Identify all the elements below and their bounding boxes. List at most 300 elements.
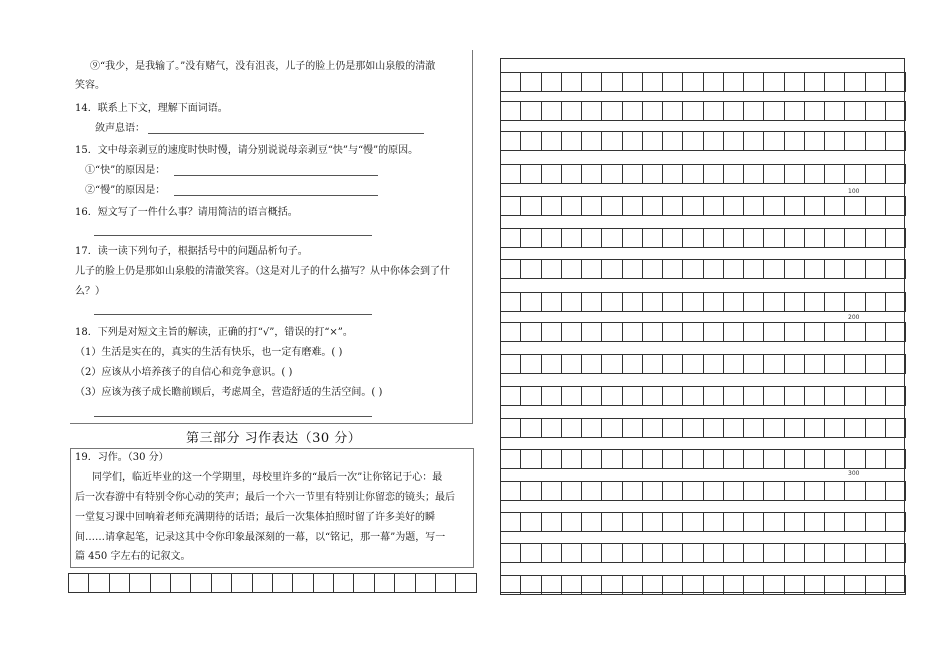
grid-cell[interactable] — [663, 450, 683, 469]
grid-cell[interactable] — [866, 323, 886, 342]
grid-cell[interactable] — [764, 450, 784, 469]
grid-cell[interactable] — [542, 165, 562, 184]
grid-cell[interactable] — [764, 576, 784, 595]
grid-cell[interactable] — [521, 482, 541, 501]
grid-cell[interactable] — [886, 165, 906, 184]
grid-cell[interactable] — [501, 197, 521, 216]
grid-cell[interactable] — [501, 293, 521, 312]
grid-cell[interactable] — [623, 482, 643, 501]
grid-cell[interactable] — [582, 576, 602, 595]
grid-cell[interactable] — [623, 132, 643, 151]
grid-cell[interactable] — [602, 323, 622, 342]
grid-cell[interactable] — [886, 419, 906, 438]
grid-cell[interactable] — [785, 513, 805, 532]
grid-cell[interactable] — [501, 419, 521, 438]
grid-cell[interactable] — [845, 482, 865, 501]
grid-cell[interactable] — [764, 73, 784, 92]
grid-cell[interactable] — [724, 132, 744, 151]
grid-cell[interactable] — [805, 513, 825, 532]
grid-cell[interactable] — [845, 450, 865, 469]
grid-cell[interactable] — [845, 323, 865, 342]
grid-cell[interactable] — [663, 102, 683, 121]
grid-cell[interactable] — [562, 323, 582, 342]
grid-cell[interactable] — [805, 197, 825, 216]
writing-grid-row[interactable] — [500, 164, 906, 184]
writing-grid-row[interactable] — [500, 322, 906, 342]
grid-cell[interactable] — [866, 387, 886, 406]
grid-cell[interactable] — [845, 355, 865, 374]
grid-cell[interactable] — [724, 544, 744, 563]
writing-grid-row[interactable] — [500, 386, 906, 406]
grid-cell[interactable] — [663, 576, 683, 595]
grid-cell[interactable] — [886, 293, 906, 312]
grid-cell[interactable] — [805, 576, 825, 595]
grid-cell[interactable] — [744, 419, 764, 438]
grid-cell[interactable] — [764, 513, 784, 532]
grid-cell[interactable] — [542, 482, 562, 501]
grid-cell[interactable] — [501, 132, 521, 151]
grid-cell[interactable] — [542, 323, 562, 342]
grid-cell[interactable] — [825, 387, 845, 406]
grid-cell[interactable] — [501, 323, 521, 342]
grid-cell[interactable] — [845, 293, 865, 312]
grid-cell[interactable] — [805, 323, 825, 342]
grid-cell[interactable] — [724, 102, 744, 121]
grid-cell[interactable] — [764, 355, 784, 374]
grid-cell[interactable] — [542, 576, 562, 595]
grid-cell[interactable] — [416, 574, 436, 593]
grid-cell[interactable] — [764, 102, 784, 121]
grid-cell[interactable] — [886, 323, 906, 342]
grid-cell[interactable] — [501, 450, 521, 469]
grid-cell[interactable] — [253, 574, 273, 593]
grid-cell[interactable] — [501, 229, 521, 248]
grid-cell[interactable] — [866, 165, 886, 184]
writing-grid-row[interactable] — [500, 543, 906, 563]
grid-cell[interactable] — [663, 419, 683, 438]
grid-cell[interactable] — [724, 576, 744, 595]
grid-cell[interactable] — [704, 132, 724, 151]
grid-cell[interactable] — [825, 544, 845, 563]
writing-grid-row[interactable] — [500, 259, 906, 279]
grid-cell[interactable] — [785, 323, 805, 342]
grid-cell[interactable] — [825, 419, 845, 438]
grid-cell[interactable] — [354, 574, 374, 593]
writing-grid-row[interactable] — [500, 196, 906, 216]
grid-cell[interactable] — [521, 387, 541, 406]
grid-cell[interactable] — [212, 574, 232, 593]
grid-cell[interactable] — [602, 355, 622, 374]
grid-cell[interactable] — [501, 260, 521, 279]
grid-cell[interactable] — [785, 576, 805, 595]
grid-cell[interactable] — [704, 482, 724, 501]
grid-cell[interactable] — [744, 323, 764, 342]
grid-cell[interactable] — [764, 165, 784, 184]
grid-cell[interactable] — [663, 260, 683, 279]
grid-cell[interactable] — [764, 419, 784, 438]
grid-cell[interactable] — [704, 387, 724, 406]
grid-cell[interactable] — [582, 73, 602, 92]
grid-cell[interactable] — [825, 229, 845, 248]
grid-cell[interactable] — [521, 73, 541, 92]
writing-grid-left[interactable] — [68, 573, 477, 593]
grid-cell[interactable] — [764, 260, 784, 279]
grid-cell[interactable] — [886, 576, 906, 595]
answer-blank[interactable] — [148, 133, 424, 134]
grid-cell[interactable] — [232, 574, 252, 593]
grid-cell[interactable] — [395, 574, 415, 593]
grid-cell[interactable] — [663, 197, 683, 216]
grid-cell[interactable] — [663, 544, 683, 563]
grid-cell[interactable] — [805, 73, 825, 92]
grid-cell[interactable] — [744, 450, 764, 469]
grid-cell[interactable] — [623, 323, 643, 342]
grid-cell[interactable] — [375, 574, 395, 593]
grid-cell[interactable] — [643, 132, 663, 151]
grid-cell[interactable] — [845, 197, 865, 216]
grid-cell[interactable] — [643, 576, 663, 595]
grid-cell[interactable] — [562, 482, 582, 501]
writing-grid-row[interactable] — [500, 228, 906, 248]
grid-cell[interactable] — [623, 165, 643, 184]
answer-blank[interactable] — [94, 314, 372, 315]
grid-cell[interactable] — [805, 387, 825, 406]
grid-cell[interactable] — [845, 513, 865, 532]
grid-cell[interactable] — [683, 419, 703, 438]
answer-blank[interactable] — [174, 175, 378, 176]
grid-cell[interactable] — [501, 73, 521, 92]
grid-cell[interactable] — [602, 544, 622, 563]
grid-cell[interactable] — [542, 132, 562, 151]
grid-cell[interactable] — [683, 482, 703, 501]
grid-cell[interactable] — [663, 132, 683, 151]
grid-cell[interactable] — [542, 197, 562, 216]
grid-cell[interactable] — [542, 73, 562, 92]
grid-cell[interactable] — [805, 293, 825, 312]
grid-cell[interactable] — [602, 293, 622, 312]
grid-cell[interactable] — [542, 419, 562, 438]
grid-cell[interactable] — [683, 450, 703, 469]
grid-cell[interactable] — [866, 544, 886, 563]
grid-cell[interactable] — [542, 450, 562, 469]
grid-cell[interactable] — [562, 102, 582, 121]
grid-cell[interactable] — [562, 165, 582, 184]
grid-cell[interactable] — [886, 355, 906, 374]
grid-cell[interactable] — [866, 450, 886, 469]
grid-cell[interactable] — [845, 132, 865, 151]
grid-cell[interactable] — [130, 574, 150, 593]
grid-cell[interactable] — [314, 574, 334, 593]
grid-cell[interactable] — [501, 387, 521, 406]
grid-cell[interactable] — [436, 574, 456, 593]
grid-cell[interactable] — [785, 419, 805, 438]
grid-cell[interactable] — [724, 387, 744, 406]
grid-cell[interactable] — [602, 260, 622, 279]
grid-cell[interactable] — [704, 260, 724, 279]
grid-cell[interactable] — [89, 574, 109, 593]
grid-cell[interactable] — [724, 419, 744, 438]
grid-cell[interactable] — [293, 574, 313, 593]
grid-cell[interactable] — [744, 197, 764, 216]
writing-grid-row[interactable] — [500, 481, 906, 501]
grid-cell[interactable] — [623, 293, 643, 312]
grid-cell[interactable] — [623, 513, 643, 532]
grid-cell[interactable] — [151, 574, 171, 593]
grid-cell[interactable] — [643, 482, 663, 501]
grid-cell[interactable] — [683, 260, 703, 279]
grid-cell[interactable] — [683, 323, 703, 342]
grid-cell[interactable] — [805, 450, 825, 469]
grid-cell[interactable] — [643, 355, 663, 374]
grid-cell[interactable] — [704, 355, 724, 374]
writing-grid-row[interactable] — [500, 101, 906, 121]
grid-cell[interactable] — [785, 544, 805, 563]
grid-cell[interactable] — [501, 544, 521, 563]
grid-cell[interactable] — [683, 513, 703, 532]
grid-cell[interactable] — [805, 132, 825, 151]
grid-cell[interactable] — [643, 229, 663, 248]
grid-cell[interactable] — [542, 293, 562, 312]
writing-grid-row[interactable] — [500, 292, 906, 312]
grid-cell[interactable] — [805, 165, 825, 184]
grid-cell[interactable] — [825, 260, 845, 279]
grid-cell[interactable] — [724, 450, 744, 469]
grid-cell[interactable] — [764, 482, 784, 501]
grid-cell[interactable] — [683, 132, 703, 151]
grid-cell[interactable] — [886, 513, 906, 532]
grid-cell[interactable] — [521, 355, 541, 374]
grid-cell[interactable] — [866, 419, 886, 438]
grid-cell[interactable] — [825, 450, 845, 469]
grid-cell[interactable] — [623, 544, 643, 563]
grid-cell[interactable] — [582, 260, 602, 279]
grid-cell[interactable] — [785, 197, 805, 216]
grid-cell[interactable] — [663, 323, 683, 342]
grid-cell[interactable] — [683, 387, 703, 406]
writing-grid-row[interactable] — [500, 512, 906, 532]
grid-cell[interactable] — [744, 387, 764, 406]
grid-cell[interactable] — [582, 450, 602, 469]
grid-cell[interactable] — [886, 544, 906, 563]
grid-cell[interactable] — [602, 229, 622, 248]
grid-cell[interactable] — [542, 544, 562, 563]
grid-cell[interactable] — [562, 419, 582, 438]
grid-cell[interactable] — [866, 576, 886, 595]
grid-cell[interactable] — [521, 197, 541, 216]
grid-cell[interactable] — [866, 73, 886, 92]
grid-cell[interactable] — [623, 73, 643, 92]
grid-cell[interactable] — [501, 513, 521, 532]
answer-blank[interactable] — [94, 235, 372, 236]
grid-cell[interactable] — [886, 260, 906, 279]
grid-cell[interactable] — [704, 544, 724, 563]
grid-cell[interactable] — [643, 513, 663, 532]
grid-cell[interactable] — [704, 450, 724, 469]
grid-cell[interactable] — [805, 355, 825, 374]
grid-cell[interactable] — [785, 73, 805, 92]
grid-cell[interactable] — [562, 260, 582, 279]
grid-cell[interactable] — [785, 450, 805, 469]
grid-cell[interactable] — [683, 293, 703, 312]
grid-cell[interactable] — [744, 132, 764, 151]
grid-cell[interactable] — [825, 576, 845, 595]
grid-cell[interactable] — [623, 260, 643, 279]
grid-cell[interactable] — [521, 293, 541, 312]
grid-cell[interactable] — [663, 293, 683, 312]
grid-cell[interactable] — [744, 293, 764, 312]
grid-cell[interactable] — [764, 229, 784, 248]
grid-cell[interactable] — [582, 323, 602, 342]
grid-cell[interactable] — [724, 165, 744, 184]
grid-cell[interactable] — [764, 323, 784, 342]
grid-cell[interactable] — [764, 387, 784, 406]
grid-cell[interactable] — [562, 450, 582, 469]
grid-cell[interactable] — [521, 450, 541, 469]
grid-cell[interactable] — [602, 102, 622, 121]
grid-cell[interactable] — [825, 73, 845, 92]
grid-cell[interactable] — [785, 165, 805, 184]
grid-cell[interactable] — [785, 229, 805, 248]
grid-cell[interactable] — [724, 73, 744, 92]
grid-cell[interactable] — [886, 482, 906, 501]
grid-cell[interactable] — [764, 544, 784, 563]
grid-cell[interactable] — [602, 132, 622, 151]
grid-cell[interactable] — [69, 574, 89, 593]
grid-cell[interactable] — [744, 482, 764, 501]
grid-cell[interactable] — [845, 419, 865, 438]
grid-cell[interactable] — [805, 544, 825, 563]
grid-cell[interactable] — [683, 165, 703, 184]
grid-cell[interactable] — [663, 482, 683, 501]
grid-cell[interactable] — [501, 576, 521, 595]
grid-cell[interactable] — [602, 450, 622, 469]
grid-cell[interactable] — [562, 293, 582, 312]
grid-cell[interactable] — [785, 482, 805, 501]
grid-cell[interactable] — [886, 102, 906, 121]
grid-cell[interactable] — [602, 576, 622, 595]
grid-cell[interactable] — [501, 102, 521, 121]
grid-cell[interactable] — [724, 197, 744, 216]
grid-cell[interactable] — [825, 165, 845, 184]
grid-cell[interactable] — [683, 576, 703, 595]
grid-cell[interactable] — [866, 482, 886, 501]
grid-cell[interactable] — [785, 102, 805, 121]
grid-cell[interactable] — [866, 513, 886, 532]
grid-cell[interactable] — [744, 513, 764, 532]
grid-cell[interactable] — [724, 323, 744, 342]
grid-cell[interactable] — [683, 355, 703, 374]
grid-cell[interactable] — [582, 355, 602, 374]
grid-cell[interactable] — [845, 102, 865, 121]
grid-cell[interactable] — [825, 197, 845, 216]
grid-cell[interactable] — [845, 387, 865, 406]
grid-cell[interactable] — [704, 73, 724, 92]
grid-cell[interactable] — [562, 544, 582, 563]
grid-cell[interactable] — [110, 574, 130, 593]
grid-cell[interactable] — [825, 132, 845, 151]
grid-cell[interactable] — [845, 73, 865, 92]
grid-cell[interactable] — [805, 419, 825, 438]
grid-cell[interactable] — [764, 293, 784, 312]
grid-cell[interactable] — [542, 102, 562, 121]
grid-cell[interactable] — [623, 387, 643, 406]
grid-cell[interactable] — [191, 574, 211, 593]
grid-cell[interactable] — [704, 513, 724, 532]
grid-cell[interactable] — [866, 132, 886, 151]
grid-cell[interactable] — [744, 73, 764, 92]
grid-cell[interactable] — [501, 355, 521, 374]
grid-cell[interactable] — [704, 197, 724, 216]
grid-cell[interactable] — [521, 102, 541, 121]
grid-cell[interactable] — [744, 576, 764, 595]
grid-cell[interactable] — [562, 73, 582, 92]
grid-cell[interactable] — [542, 387, 562, 406]
grid-cell[interactable] — [683, 102, 703, 121]
grid-cell[interactable] — [704, 229, 724, 248]
grid-cell[interactable] — [643, 419, 663, 438]
grid-cell[interactable] — [501, 165, 521, 184]
grid-cell[interactable] — [521, 323, 541, 342]
grid-cell[interactable] — [521, 544, 541, 563]
grid-cell[interactable] — [643, 387, 663, 406]
grid-cell[interactable] — [582, 132, 602, 151]
grid-cell[interactable] — [663, 73, 683, 92]
grid-cell[interactable] — [825, 323, 845, 342]
grid-cell[interactable] — [845, 165, 865, 184]
grid-cell[interactable] — [744, 165, 764, 184]
grid-cell[interactable] — [866, 293, 886, 312]
grid-cell[interactable] — [582, 513, 602, 532]
grid-cell[interactable] — [764, 132, 784, 151]
grid-cell[interactable] — [456, 574, 476, 593]
grid-cell[interactable] — [825, 355, 845, 374]
grid-cell[interactable] — [886, 132, 906, 151]
grid-cell[interactable] — [805, 229, 825, 248]
writing-grid-row[interactable] — [500, 575, 906, 595]
grid-cell[interactable] — [623, 355, 643, 374]
grid-cell[interactable] — [744, 355, 764, 374]
grid-cell[interactable] — [805, 482, 825, 501]
grid-cell[interactable] — [886, 229, 906, 248]
grid-cell[interactable] — [643, 165, 663, 184]
grid-cell[interactable] — [562, 513, 582, 532]
grid-cell[interactable] — [805, 260, 825, 279]
grid-cell[interactable] — [886, 73, 906, 92]
grid-cell[interactable] — [785, 260, 805, 279]
grid-cell[interactable] — [602, 482, 622, 501]
grid-cell[interactable] — [825, 102, 845, 121]
grid-cell[interactable] — [521, 165, 541, 184]
grid-cell[interactable] — [582, 482, 602, 501]
grid-cell[interactable] — [866, 355, 886, 374]
grid-cell[interactable] — [273, 574, 293, 593]
grid-cell[interactable] — [744, 102, 764, 121]
grid-cell[interactable] — [643, 323, 663, 342]
grid-cell[interactable] — [663, 355, 683, 374]
grid-cell[interactable] — [866, 102, 886, 121]
grid-cell[interactable] — [521, 513, 541, 532]
grid-cell[interactable] — [663, 229, 683, 248]
grid-cell[interactable] — [825, 293, 845, 312]
grid-cell[interactable] — [602, 419, 622, 438]
grid-cell[interactable] — [171, 574, 191, 593]
grid-cell[interactable] — [724, 229, 744, 248]
grid-cell[interactable] — [845, 260, 865, 279]
grid-cell[interactable] — [724, 355, 744, 374]
grid-cell[interactable] — [643, 450, 663, 469]
grid-cell[interactable] — [623, 576, 643, 595]
grid-cell[interactable] — [521, 260, 541, 279]
